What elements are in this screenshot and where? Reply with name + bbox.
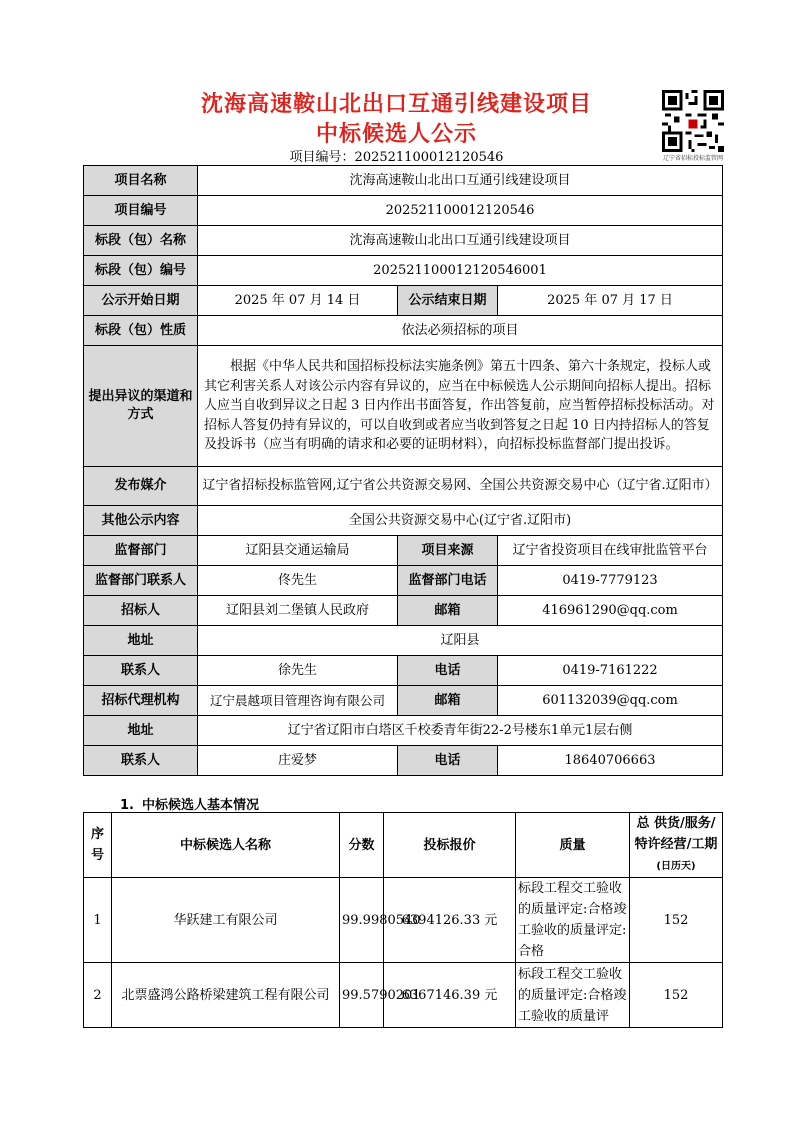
media-label: 发布媒介: [84, 467, 198, 506]
col-seq-header: 序号: [84, 813, 112, 878]
start-date: 2025 年 07 月 14 日: [198, 286, 398, 316]
row-quality: 标段工程交工验收的质量评定:合格竣工验收的质量评定:合格: [516, 878, 630, 963]
phone-label: 电话: [398, 656, 498, 686]
agency-contact: 庄爱梦: [198, 746, 398, 776]
address-label: 地址: [84, 626, 198, 656]
agency-contact-label: 联系人: [84, 746, 198, 776]
col-price-header: 投标报价: [384, 813, 516, 878]
sup-phone-label: 监督部门电话: [398, 566, 498, 596]
table-row: [84, 346, 723, 467]
document-title: 沈海高速鞍山北出口互通引线建设项目: [200, 92, 592, 117]
row-period: 152: [630, 878, 723, 963]
table-row: [84, 686, 723, 716]
table-row: [84, 467, 723, 506]
row-seq: 2: [84, 963, 112, 1028]
agency-address-label: 地址: [84, 716, 198, 746]
col-period-header: [630, 813, 723, 878]
project-info-table: [83, 165, 723, 776]
tenderer-label: 招标人: [84, 596, 198, 626]
project-name-label: 项目名称: [84, 166, 198, 196]
tenderer-contact: 徐先生: [198, 656, 398, 686]
col-score-header: 分数: [340, 813, 384, 878]
agency: 辽宁晨越项目管理咨询有限公司: [198, 686, 398, 716]
table-row: [84, 656, 723, 686]
table-row: [84, 626, 723, 656]
supervisor-label: 监督部门: [84, 536, 198, 566]
tenderer: 辽阳县刘二堡镇人民政府: [198, 596, 398, 626]
sup-phone: 0419-7779123: [498, 566, 723, 596]
candidates-section-heading: [120, 794, 267, 813]
agency-address: 辽宁省辽阳市白塔区千校委青年街22-2号楼东1单元1层右侧: [198, 716, 723, 746]
end-date: 2025 年 07 月 17 日: [498, 286, 723, 316]
sup-contact: 佟先生: [198, 566, 398, 596]
media: 辽宁省招标投标监管网,辽宁省公共资源交易网、全国公共资源交易中心（辽宁省.辽阳市）: [198, 467, 723, 506]
project-no: 202521100012120546: [198, 196, 723, 226]
table-row: [84, 316, 723, 346]
table-row: [84, 963, 723, 1028]
col-name-header: 中标候选人名称: [112, 813, 340, 878]
section-name: 沈海高速鞍山北出口互通引线建设项目: [198, 226, 723, 256]
row-score: 99.5790201: [340, 963, 384, 1028]
row-period: 152: [630, 963, 723, 1028]
table-row: [84, 716, 723, 746]
table-row: [84, 536, 723, 566]
other: 全国公共资源交易中心(辽宁省.辽阳市): [198, 506, 723, 536]
section-no: 202521100012120546001: [198, 256, 723, 286]
project-name: 沈海高速鞍山北出口互通引线建设项目: [198, 166, 723, 196]
table-row: [84, 256, 723, 286]
section-title: 中标候选人基本情况: [141, 798, 259, 813]
start-date-label: 公示开始日期: [84, 286, 198, 316]
other-label: 其他公示内容: [84, 506, 198, 536]
agency-email: 601132039@qq.com: [498, 686, 723, 716]
period-header-text: 总 供货/服务/特许经营/工期: [634, 816, 718, 852]
table-header-row: [84, 813, 723, 878]
col-quality-header: 质量: [516, 813, 630, 878]
row-price: 6367146.39 元: [384, 963, 516, 1028]
table-row: [84, 226, 723, 256]
table-row: [84, 746, 723, 776]
section-no-label: 标段（包）编号: [84, 256, 198, 286]
table-row: [84, 196, 723, 226]
source: 辽宁省投资项目在线审批监管平台: [498, 536, 723, 566]
candidates-table: [83, 812, 723, 1028]
objection-label: 提出异议的渠道和方式: [84, 346, 198, 467]
sup-contact-label: 监督部门联系人: [84, 566, 198, 596]
document-subtitle: 中标候选人公示: [315, 122, 477, 147]
nature-label: 标段（包）性质: [84, 316, 198, 346]
table-row: [84, 566, 723, 596]
agency-phone-label: 电话: [398, 746, 498, 776]
row-score: 99.9980540: [340, 878, 384, 963]
row-name: 华跃建工有限公司: [112, 878, 340, 963]
nature: 依法必须招标的项目: [198, 316, 723, 346]
agency-email-label: 邮箱: [398, 686, 498, 716]
row-seq: 1: [84, 878, 112, 963]
period-header-unit: (日历天): [656, 861, 696, 872]
email-label: 邮箱: [398, 596, 498, 626]
table-row: [84, 286, 723, 316]
source-label: 项目来源: [398, 536, 498, 566]
table-row: [84, 596, 723, 626]
row-quality: 标段工程交工验收的质量评定:合格竣工验收的质量评: [516, 963, 630, 1028]
agency-phone: 18640706663: [498, 746, 723, 776]
section-number: 1.: [120, 798, 134, 813]
contact-label: 联系人: [84, 656, 198, 686]
table-row: [84, 506, 723, 536]
table-row: [84, 166, 723, 196]
tenderer-address: 辽阳县: [198, 626, 723, 656]
qr-caption: 辽宁省招标投标监管网: [662, 155, 723, 162]
supervisor: 辽阳县交通运输局: [198, 536, 398, 566]
qr-code-icon: [662, 90, 724, 152]
row-name: 北票盛鸿公路桥梁建筑工程有限公司: [112, 963, 340, 1028]
end-date-label: 公示结束日期: [398, 286, 498, 316]
table-row: [84, 878, 723, 963]
tenderer-phone: 0419-7161222: [498, 656, 723, 686]
project-number-line: 项目编号：202521100012120546: [289, 150, 504, 165]
agency-label: 招标代理机构: [84, 686, 198, 716]
row-price: 6394126.33 元: [384, 878, 516, 963]
section-name-label: 标段（包）名称: [84, 226, 198, 256]
project-no-label: 项目编号: [84, 196, 198, 226]
objection-text: 根据《中华人民共和国招标投标法实施条例》第五十四条、第六十条规定，投标人或其它利害关系人对该公示内容有异议的，应当在中标候选人公示期间向招标人提出。招标人应当自收到异议之日起 3 日内作出书面答复，作出答复前，应当暂停招标投标活动。对招标人答复仍持有异议的，可以自收到或者应当收到答复之日起 10 日内持招标人的答复及投诉书（应当有明确的请求和必要的证明材料），向招标投标监督部门提出投诉。: [198, 346, 723, 467]
tenderer-email: 416961290@qq.com: [498, 596, 723, 626]
